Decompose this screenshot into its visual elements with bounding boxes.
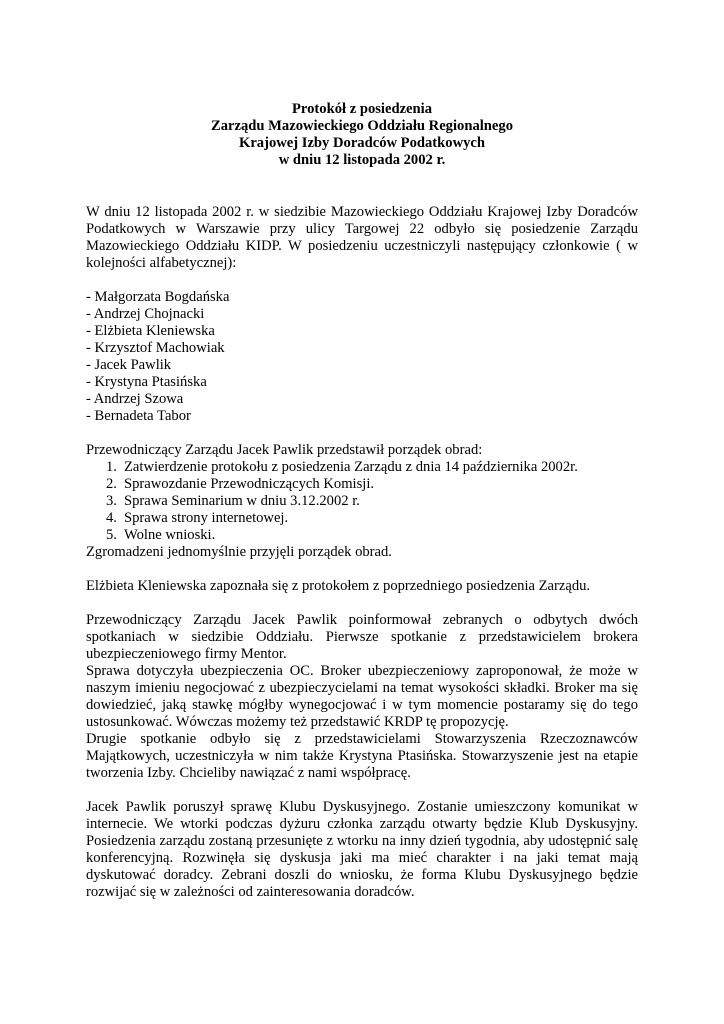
club-line: konferencyjną. Rozwinęła się dyskusja jaki ma mieć charakter i na jaki temat mają (86, 850, 638, 866)
meetings-line: spotkaniach w siedzibie Oddziału. Pierwsze spotkanie z przedstawicielem brokera (86, 629, 638, 645)
document-title (86, 101, 638, 169)
club-line: internecie. We wtorki podczas dyżuru członka zarządu otwarty będzie Klub Dyskusyjny. (86, 816, 638, 832)
intro-line: W dniu 12 listopada 2002 r. w siedzibie Mazowieckiego Oddziału Krajowej Izby Doradców (86, 204, 638, 220)
meetings-line: ustosunkować. Wówczas możemy też przedstawić KRDP tę propozycję. (86, 714, 509, 730)
club-line: Jacek Pawlik poruszył sprawę Klubu Dyskusyjnego. Zostanie umieszczony komunikat w (86, 799, 638, 815)
document-page (86, 101, 638, 918)
title-line-4: w dniu 12 listopada 2002 r. (278, 152, 446, 168)
meetings-line: ubezpieczeniowego firmy Mentor. (86, 646, 287, 662)
club-line: Posiedzenia zarządu zostaną przesunięte z wtorku na inny dzień tygodnia, aby udostępnić salę (86, 833, 638, 849)
protocol-paragraph (86, 578, 638, 595)
agenda-item-text: Zatwierdzenie protokołu z posiedzenia Zarządu z dnia 14 października 2002r. (124, 459, 578, 475)
member-item: - Andrzej Chojnacki (86, 306, 205, 322)
agenda-item (86, 459, 638, 476)
meetings-line: Przewodniczący Zarządu Jacek Pawlik poinformował zebranych o odbytych dwóch (86, 612, 638, 628)
agenda-item (86, 510, 638, 527)
agenda-section (86, 442, 638, 561)
member-item: - Krzysztof Machowiak (86, 340, 225, 356)
members-list (86, 289, 638, 425)
member-item: - Jacek Pawlik (86, 357, 172, 373)
member-item: - Elżbieta Kleniewska (86, 323, 215, 339)
meetings-line: Majątkowych, uczestniczyła w nim także Krystyna Ptasińska. Stowarzyszenie jest na etapie (86, 748, 638, 764)
agenda-item-text: Sprawozdanie Przewodniczących Komisji. (124, 476, 375, 492)
club-paragraph (86, 799, 638, 901)
agenda-outro: Zgromadzeni jednomyślnie przyjęli porządek obrad. (86, 544, 392, 560)
title-line-2: Zarządu Mazowieckiego Oddziału Regionalnego (210, 118, 513, 134)
agenda-item (86, 476, 638, 493)
club-line: rozwijać się w zależności od zainteresowania doradców. (86, 884, 415, 900)
agenda-list (86, 459, 638, 544)
title-line-1: Protokół z posiedzenia (292, 101, 432, 117)
club-line: dyskutować doradcy. Zebrani doszli do wniosku, że forma Klubu Dyskusyjnego będzie (86, 867, 638, 883)
member-item: - Krystyna Ptasińska (86, 374, 207, 390)
member-item: - Bernadeta Tabor (86, 408, 191, 424)
agenda-item-number: 3. (106, 493, 117, 509)
intro-line: kolejności alfabetycznej): (86, 255, 237, 271)
agenda-item-number: 1. (106, 459, 117, 475)
agenda-item-text: Sprawa Seminarium w dniu 3.12.2002 r. (124, 493, 360, 509)
intro-line: Podatkowych w Warszawie przy ulicy Targowej 22 odbyło się posiedzenie Zarządu (86, 221, 638, 237)
meetings-line: dowiedzieć, jaką stawkę mógłby wynegocjować i w tym momencie postaramy się do tego (86, 697, 638, 713)
meetings-line: tworzenia Izby. Chcieliby nawiązać z nami współpracę. (86, 765, 411, 781)
intro-paragraph (86, 204, 638, 272)
agenda-intro: Przewodniczący Zarządu Jacek Pawlik przedstawił porządek obrad: (86, 442, 483, 458)
protocol-line: Elżbieta Kleniewska zapoznała się z protokołem z poprzedniego posiedzenia Zarządu. (86, 578, 591, 594)
agenda-item-number: 4. (106, 510, 117, 526)
member-item: - Andrzej Szowa (86, 391, 184, 407)
agenda-item (86, 493, 638, 510)
agenda-item-number: 2. (106, 476, 117, 492)
agenda-item-text: Sprawa strony internetowej. (124, 510, 289, 526)
meetings-paragraph (86, 612, 638, 782)
meetings-line: Sprawa dotyczyła ubezpieczenia OC. Broker ubezpieczeniowy zaproponował, że może w (86, 663, 638, 679)
intro-line: Mazowieckiego Oddziału KIDP. W posiedzeniu uczestniczyli następujący członkowie ( w (86, 238, 638, 254)
meetings-line: Drugie spotkanie odbyło się z przedstawicielami Stowarzyszenia Rzeczoznawców (86, 731, 638, 747)
title-line-3: Krajowej Izby Doradców Podatkowych (238, 135, 486, 151)
agenda-item-number: 5. (106, 527, 117, 543)
member-item: - Małgorzata Bogdańska (86, 289, 230, 305)
meetings-line: naszym imieniu negocjować z ubezpieczycielami na temat wysokości składki. Broker ma się (86, 680, 638, 696)
agenda-item-text: Wolne wnioski. (124, 527, 216, 543)
agenda-item (86, 527, 638, 544)
